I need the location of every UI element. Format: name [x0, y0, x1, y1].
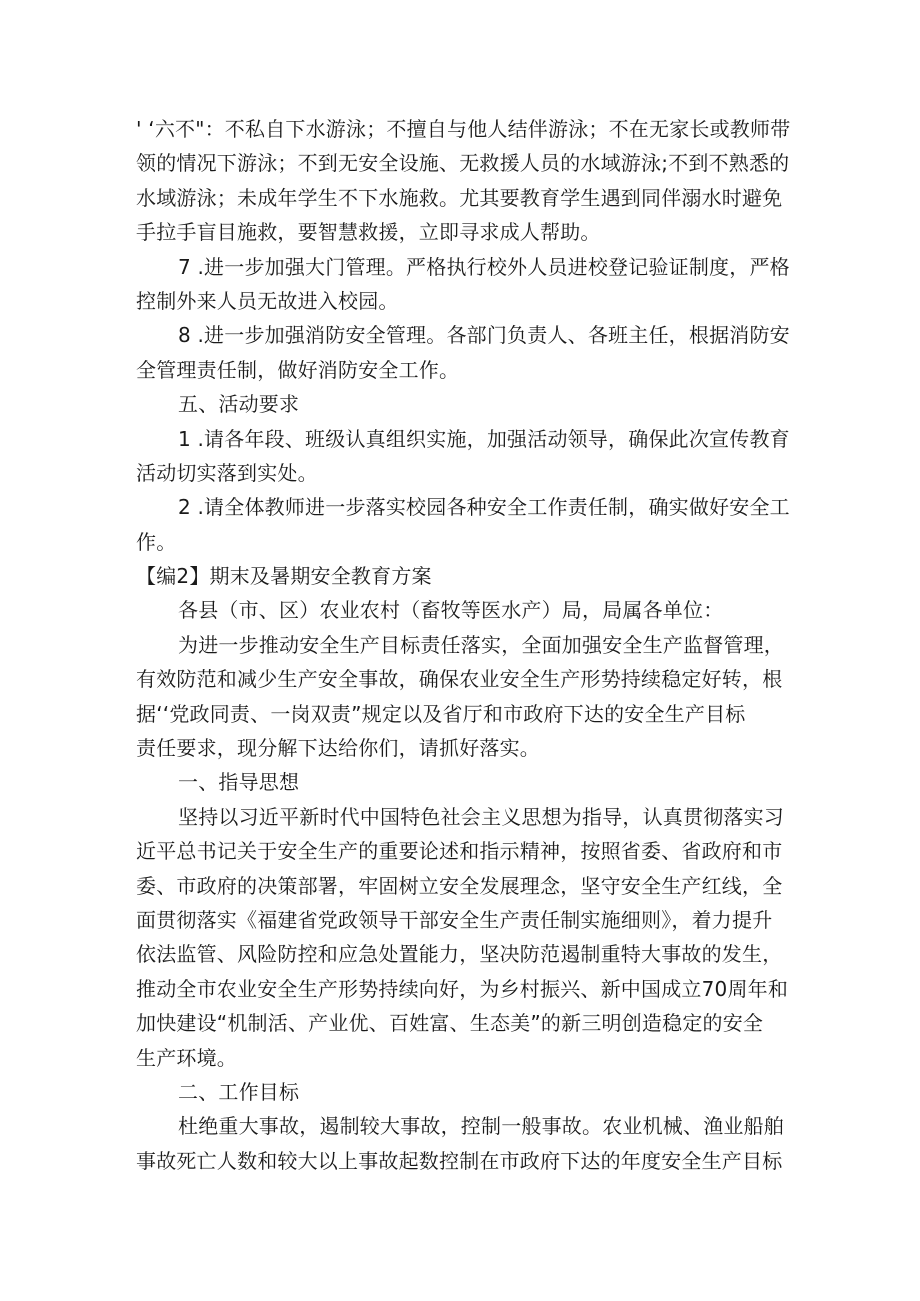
document-body: [136, 112, 796, 1178]
text-line: 1 .请各年段、班级认真组织实施，加强活动领导，确保此次宣传教育: [178, 426, 790, 451]
text-line: 坚持以习近平新时代中国特色社会主义思想为指导，认真贯彻落实习: [178, 804, 784, 829]
text-line: 五、活动要求: [178, 392, 300, 417]
text-line: 推动全市农业安全生产形势持续向好，为乡村振兴、新中国成立70周年和: [136, 976, 789, 1001]
text-line: 依法监管、风险防控和应急处置能力，坚决防范遏制重特大事故的发生，: [136, 942, 783, 967]
text-line: 2 .请全体教师进一步落实校园各种安全工作责任制，确实做好安全工: [178, 495, 790, 520]
text-line: 全管理责任制，做好消防安全工作。: [136, 357, 460, 382]
text-line: 为进一步推动安全生产目标责任落实，全面加强安全生产监督管理，: [178, 632, 784, 657]
text-line: 二、工作目标: [178, 1079, 300, 1104]
text-line: 有效防范和减少生产安全事故，确保农业安全生产形势持续稳定好转，根: [136, 667, 783, 692]
text-line: 一、指导思想: [178, 770, 300, 795]
text-line: 手拉手盲目施救，要智慧救援，立即寻求成人帮助。: [136, 220, 601, 245]
text-line: 面贯彻落实《福建省党政领导干部安全生产责任制实施细则》，着力提升: [136, 907, 773, 932]
text-line: 加快建设“机制活、产业优、百姓富、生态美”的新三明创造稳定的安全: [136, 1011, 764, 1036]
text-line: 各县（市、区）农业农村（畜牧等医水产）局，局属各单位：: [178, 598, 724, 623]
text-line: 生产环境。: [136, 1045, 237, 1070]
text-line: 8 .进一步加强消防安全管理。各部门负责人、各班主任，根据消防安: [178, 323, 790, 348]
text-line: 杜绝重大事故，遏制较大事故，控制一般事故。农业机械、渔业船舶: [178, 1114, 784, 1139]
text-line: 近平总书记关于安全生产的重要论述和指示精神，按照省委、省政府和市: [136, 839, 783, 864]
text-line: 水域游泳；未成年学生不下水施救。尤其要教育学生遇到同伴溺水时避免: [136, 185, 783, 210]
text-line: 据‘‘党政同责、一岗双责”规定以及省厅和市政府下达的安全生产目标: [136, 701, 746, 726]
text-line: 活动切实落到实处。: [136, 460, 318, 485]
text-line: 领的情况下游泳；不到无安全设施、无救援人员的水域游泳;不到不熟悉的: [136, 151, 790, 176]
text-line: 7 .进一步加强大门管理。严格执行校外人员进校登记验证制度，严格: [178, 254, 790, 279]
text-line: 作。: [136, 529, 177, 554]
text-line: 控制外来人员无故进入校园。: [136, 288, 399, 313]
text-line: 责任要求，现分解下达给你们，请抓好落实。: [136, 736, 540, 761]
text-line: 事故死亡人数和较大以上事故起数控制在市政府下达的年度安全生产目标: [136, 1148, 783, 1173]
text-line: 【编2】期末及暑期安全教育方案: [136, 564, 432, 589]
text-line: ' ‘六不"：不私自下水游泳；不擅自与他人结伴游泳；不在无家长或教师带: [136, 117, 791, 141]
text-line: 委、市政府的决策部署，牢固树立安全发展理念，坚守安全生产红线，全: [136, 873, 783, 898]
